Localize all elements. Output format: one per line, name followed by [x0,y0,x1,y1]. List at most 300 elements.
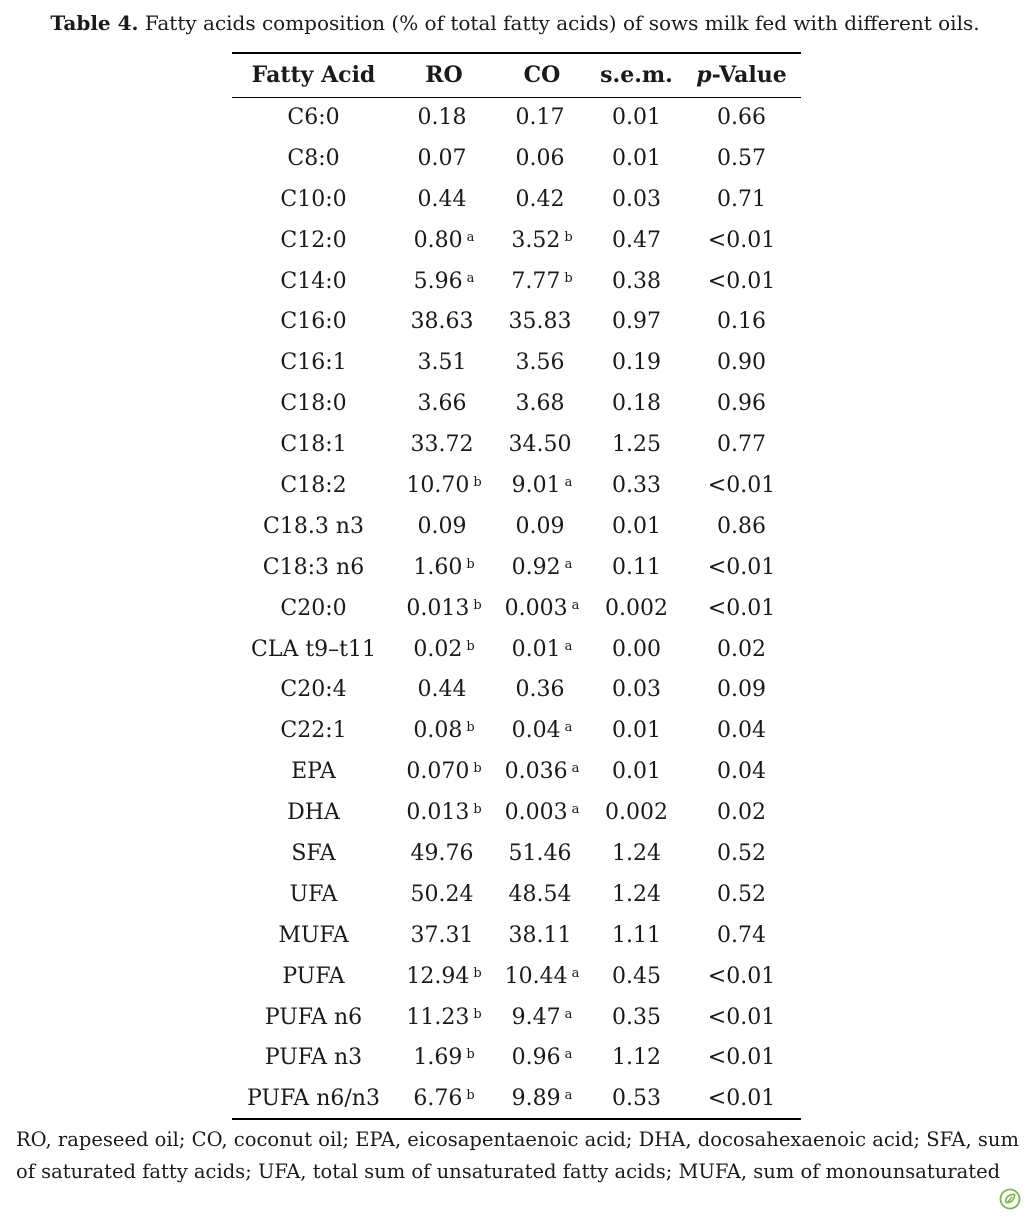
cell-ro-superscript: b [473,597,482,613]
table-row [232,710,801,751]
cell-p-value [682,629,801,670]
cell-co-value: 0.01 [511,636,561,662]
footnote-line-1: RO, rapeseed oil; CO, coconut oil; EPA, eicosapentaenoic acid; DHA, docosahexaenoic acid; SFA, sum [16,1128,1019,1151]
cell-fatty-acid-value: DHA [287,800,340,826]
cell-co-superscript: a [571,965,580,981]
cell-ro-value: 0.070 [406,759,470,785]
cell-co [493,220,591,261]
table-row [232,383,801,424]
cell-p-value-value: <0.01 [707,1045,776,1071]
cell-ro-value: 37.31 [410,922,474,948]
cell-p-value [682,792,801,833]
cell-co-value: 9.89 [511,1085,561,1111]
table-row [232,1078,801,1119]
cell-ro [395,997,493,1038]
cell-fatty-acid [232,1078,395,1119]
cell-p-value-value: 0.04 [717,759,766,785]
table-row [232,915,801,956]
cell-fatty-acid-value: C20:0 [280,595,347,621]
cell-ro [395,669,493,710]
cell-p-value-value: <0.01 [707,554,776,580]
cell-ro-superscript: b [466,638,475,654]
table-caption-label: Table 4. [50,11,139,35]
cell-p-value-value: 0.04 [717,718,766,744]
cell-co [493,997,591,1038]
cell-p-value [682,383,801,424]
cell-p-value [682,710,801,751]
cell-sem-value: 0.35 [612,1004,661,1030]
cell-ro [395,179,493,220]
header-p-italic: p [696,62,712,89]
cell-sem-value: 1.25 [612,432,661,458]
cell-co [493,874,591,915]
cell-co-value: 0.96 [511,1045,561,1071]
cell-p-value [682,997,801,1038]
cell-sem [591,220,682,261]
cell-co [493,97,591,138]
cell-sem [591,1037,682,1078]
cell-fatty-acid-value: MUFA [278,922,349,948]
cell-p-value-value: 0.52 [717,840,766,866]
cell-ro [395,915,493,956]
cell-ro-value: 50.24 [410,881,474,907]
cell-p-value-value: <0.01 [707,595,776,621]
cell-sem-value: 0.18 [612,391,661,417]
cell-fatty-acid-value: C18.3 n3 [263,513,364,539]
cell-co-value: 0.003 [504,800,568,826]
cell-ro [395,506,493,547]
cell-co-value: 9.01 [511,472,561,498]
cell-p-value [682,261,801,302]
table-row [232,97,801,138]
cell-co [493,261,591,302]
cell-p-value-value: 0.66 [717,105,766,131]
cell-ro [395,956,493,997]
cell-ro [395,261,493,302]
table-row [232,1037,801,1078]
cell-fatty-acid [232,138,395,179]
cell-co-superscript: a [564,474,573,490]
cell-ro-value: 0.02 [413,636,463,662]
cell-p-value [682,465,801,506]
cell-p-value-value: <0.01 [707,268,776,294]
cell-sem-value: 0.03 [612,186,661,212]
cell-co-superscript: a [571,761,580,777]
cell-p-value-value: 0.86 [717,513,766,539]
cell-ro [395,792,493,833]
cell-sem-value: 0.47 [612,227,661,253]
table-row [232,342,801,383]
cell-co [493,547,591,588]
cell-fatty-acid [232,301,395,342]
cell-p-value-value: 0.77 [717,432,766,458]
cell-co-superscript: a [564,1006,573,1022]
cell-sem [591,997,682,1038]
cell-sem [591,629,682,670]
table-header-row [232,53,801,97]
cell-fatty-acid [232,261,395,302]
cell-ro-superscript: b [466,720,475,736]
cell-fatty-acid [232,874,395,915]
cell-ro-superscript: b [473,802,482,818]
cell-p-value-value: 0.90 [717,350,766,376]
cell-co-superscript: b [564,229,573,245]
cell-p-value [682,669,801,710]
table-row [232,301,801,342]
cell-fatty-acid-value: C10:0 [280,186,347,212]
header-p-suffix: -Value [711,62,787,89]
cell-sem-value: 0.00 [612,636,661,662]
table-row [232,547,801,588]
cell-co-superscript: a [564,556,573,572]
cell-ro [395,833,493,874]
table-row [232,220,801,261]
table-row [232,669,801,710]
cell-p-value [682,342,801,383]
cell-co-value: 35.83 [508,309,572,335]
cell-ro-superscript: b [466,1087,475,1103]
cell-co [493,669,591,710]
cell-fatty-acid-value: C16:1 [280,350,347,376]
cell-p-value-value: 0.02 [717,800,766,826]
cell-sem [591,506,682,547]
cell-ro [395,97,493,138]
cell-fatty-acid [232,997,395,1038]
cell-p-value [682,301,801,342]
cell-sem-value: 1.24 [612,840,661,866]
cell-p-value [682,220,801,261]
cell-co [493,710,591,751]
cell-ro-value: 0.80 [413,227,463,253]
cell-ro [395,1078,493,1119]
cell-co [493,629,591,670]
cell-ro [395,424,493,465]
cell-fatty-acid-value: PUFA [282,963,345,989]
table-row [232,874,801,915]
cell-ro-value: 3.66 [417,391,467,417]
cell-fatty-acid-value: C22:1 [280,718,347,744]
cell-ro-superscript: a [466,270,475,286]
cell-co [493,179,591,220]
cell-p-value [682,424,801,465]
cell-fatty-acid-value: EPA [291,759,336,785]
cell-p-value [682,588,801,629]
cell-p-value-value: <0.01 [707,472,776,498]
table-body [232,97,801,1119]
fatty-acid-table [232,52,801,1120]
cell-fatty-acid [232,792,395,833]
cell-ro [395,220,493,261]
cell-sem-value: 0.01 [612,759,661,785]
cell-fatty-acid [232,669,395,710]
cell-ro [395,588,493,629]
cell-co-value: 34.50 [508,432,572,458]
cell-sem [591,833,682,874]
cell-fatty-acid [232,465,395,506]
cell-co-superscript: a [564,720,573,736]
table-row [232,506,801,547]
cell-fatty-acid-value: CLA t9–t11 [251,636,376,662]
cell-ro-value: 0.013 [406,800,470,826]
cell-ro-value: 0.44 [417,677,467,703]
cell-ro [395,629,493,670]
cell-co [493,424,591,465]
cell-sem [591,383,682,424]
table-caption [0,8,1030,38]
cell-fatty-acid [232,342,395,383]
cell-fatty-acid [232,424,395,465]
cell-sem [591,261,682,302]
cell-sem-value: 0.53 [612,1085,661,1111]
table-caption-text: Fatty acids composition (% of total fatty acids) of sows milk fed with different oils. [144,11,980,35]
cell-sem [591,301,682,342]
cell-p-value-value: 0.96 [717,391,766,417]
cell-co [493,833,591,874]
cell-sem-value: 0.19 [612,350,661,376]
cell-ro-value: 0.07 [417,145,467,171]
cell-sem-value: 0.38 [612,268,661,294]
cell-fatty-acid-value: C6:0 [287,105,340,131]
cell-ro [395,547,493,588]
cell-co-value: 0.17 [515,105,565,131]
table-footnote [16,1124,1026,1188]
cell-co [493,588,591,629]
cell-co [493,1078,591,1119]
cell-co-superscript: a [571,597,580,613]
cell-fatty-acid-value: C20:4 [280,677,347,703]
header-sem: s.e.m. [591,53,682,97]
cell-co-value: 7.77 [511,268,561,294]
cell-ro [395,383,493,424]
cell-fatty-acid-value: C18:0 [280,391,347,417]
cell-ro-superscript: a [466,229,475,245]
cell-co-value: 51.46 [508,840,572,866]
cell-ro-value: 0.09 [417,513,467,539]
table-row [232,179,801,220]
cell-sem [591,874,682,915]
cell-fatty-acid-value: UFA [289,881,338,907]
header-ro: RO [395,53,493,97]
cell-sem [591,669,682,710]
cell-p-value-value: 0.02 [717,636,766,662]
cell-sem [591,751,682,792]
cell-fatty-acid-value: C12:0 [280,227,347,253]
cell-sem [591,424,682,465]
cell-p-value [682,915,801,956]
table-row [232,588,801,629]
header-co: CO [493,53,591,97]
cell-sem [591,179,682,220]
cell-ro-value: 11.23 [406,1004,470,1030]
cell-ro-value: 10.70 [406,472,470,498]
cell-co-value: 0.09 [515,513,565,539]
cell-sem [591,710,682,751]
footnote-line-2: of saturated fatty acids; UFA, total sum of unsaturated fatty acids; MUFA, sum of monounsaturated [16,1160,1001,1183]
cell-p-value-value: 0.74 [717,922,766,948]
cell-sem [591,547,682,588]
header-p-value [682,53,801,97]
cell-co-value: 3.68 [515,391,565,417]
cell-ro-value: 12.94 [406,963,470,989]
cell-ro [395,710,493,751]
cell-co [493,465,591,506]
cell-ro [395,301,493,342]
table-row [232,424,801,465]
cell-sem-value: 0.002 [605,595,668,621]
cell-ro [395,751,493,792]
cell-sem-value: 0.45 [612,963,661,989]
cell-co-superscript: a [564,638,573,654]
cell-sem [591,97,682,138]
cell-fatty-acid [232,179,395,220]
cell-p-value [682,138,801,179]
cell-sem-value: 1.24 [612,881,661,907]
cell-ro [395,1037,493,1078]
cell-ro-superscript: b [473,1006,482,1022]
cell-co-value: 0.003 [504,595,568,621]
cell-ro-value: 0.08 [413,718,463,744]
cell-sem [591,915,682,956]
cell-ro-value: 49.76 [410,840,474,866]
cell-ro [395,465,493,506]
header-fatty-acid: Fatty Acid [232,53,395,97]
cell-co-value: 38.11 [508,922,572,948]
cell-p-value-value: <0.01 [707,963,776,989]
cell-sem-value: 0.33 [612,472,661,498]
cell-sem [591,342,682,383]
cell-co-superscript: b [564,270,573,286]
cell-co-value: 9.47 [511,1004,561,1030]
cell-sem-value: 0.11 [612,554,661,580]
cell-sem-value: 0.97 [612,309,661,335]
cell-sem [591,588,682,629]
cell-ro-value: 38.63 [410,309,474,335]
cell-fatty-acid-value: PUFA n6 [264,1004,363,1030]
cell-co-value: 0.036 [504,759,568,785]
cell-fatty-acid-value: SFA [291,840,336,866]
cell-ro-value: 1.60 [413,554,463,580]
cell-fatty-acid-value: PUFA n3 [264,1045,363,1071]
cell-sem [591,792,682,833]
cell-fatty-acid [232,751,395,792]
cell-sem [591,465,682,506]
cell-p-value [682,179,801,220]
cell-ro-superscript: b [466,1047,475,1063]
cell-co [493,915,591,956]
cell-ro-superscript: b [473,965,482,981]
cell-p-value [682,506,801,547]
cell-fatty-acid [232,547,395,588]
leaf-badge-icon [999,1188,1021,1210]
cell-p-value-value: 0.09 [717,677,766,703]
cell-fatty-acid [232,1037,395,1078]
cell-p-value-value: 0.16 [717,309,766,335]
cell-co-value: 48.54 [508,881,572,907]
cell-p-value [682,751,801,792]
cell-fatty-acid [232,956,395,997]
cell-sem-value: 0.01 [612,718,661,744]
cell-co-superscript: a [564,1047,573,1063]
cell-co-value: 3.52 [511,227,561,253]
cell-co-value: 0.06 [515,145,565,171]
cell-fatty-acid [232,588,395,629]
cell-p-value [682,874,801,915]
cell-co-superscript: a [564,1087,573,1103]
cell-co [493,506,591,547]
cell-ro-value: 5.96 [413,268,463,294]
cell-fatty-acid-value: C8:0 [287,145,340,171]
cell-co [493,751,591,792]
cell-ro-value: 0.44 [417,186,467,212]
cell-co-value: 0.36 [515,677,565,703]
cell-sem-value: 0.01 [612,513,661,539]
cell-ro [395,874,493,915]
cell-p-value [682,956,801,997]
cell-sem [591,138,682,179]
cell-fatty-acid [232,506,395,547]
cell-fatty-acid-value: C16:0 [280,309,347,335]
cell-p-value-value: 0.71 [717,186,766,212]
cell-p-value-value: 0.57 [717,145,766,171]
cell-p-value [682,97,801,138]
cell-co-value: 0.92 [511,554,561,580]
cell-p-value-value: 0.52 [717,881,766,907]
cell-sem-value: 1.12 [612,1045,661,1071]
cell-ro-value: 1.69 [413,1045,463,1071]
cell-sem-value: 0.03 [612,677,661,703]
cell-co-superscript: a [571,802,580,818]
cell-co [493,342,591,383]
cell-co-value: 3.56 [515,350,565,376]
cell-co-value: 0.42 [515,186,565,212]
cell-ro-value: 33.72 [410,432,474,458]
cell-p-value [682,547,801,588]
cell-ro-superscript: b [466,556,475,572]
cell-sem-value: 0.01 [612,105,661,131]
cell-fatty-acid-value: C18:2 [280,472,347,498]
cell-fatty-acid [232,383,395,424]
cell-fatty-acid-value: C18:3 n6 [262,554,365,580]
cell-fatty-acid-value: C14:0 [280,268,347,294]
cell-sem [591,956,682,997]
cell-p-value [682,1037,801,1078]
cell-co [493,301,591,342]
cell-fatty-acid [232,710,395,751]
cell-fatty-acid [232,833,395,874]
cell-p-value-value: <0.01 [707,227,776,253]
cell-ro [395,342,493,383]
cell-ro-value: 0.18 [417,105,467,131]
cell-fatty-acid [232,629,395,670]
cell-fatty-acid-value: C18:1 [280,432,347,458]
cell-fatty-acid [232,915,395,956]
cell-sem-value: 1.11 [612,922,661,948]
cell-ro-value: 6.76 [413,1085,463,1111]
cell-ro [395,138,493,179]
cell-ro-value: 0.013 [406,595,470,621]
cell-co-value: 10.44 [504,963,568,989]
table-row [232,138,801,179]
cell-p-value [682,833,801,874]
cell-p-value-value: <0.01 [707,1004,776,1030]
table-row [232,833,801,874]
table-row [232,629,801,670]
cell-co [493,138,591,179]
cell-sem-value: 0.01 [612,145,661,171]
cell-fatty-acid [232,220,395,261]
table-row [232,997,801,1038]
cell-sem [591,1078,682,1119]
